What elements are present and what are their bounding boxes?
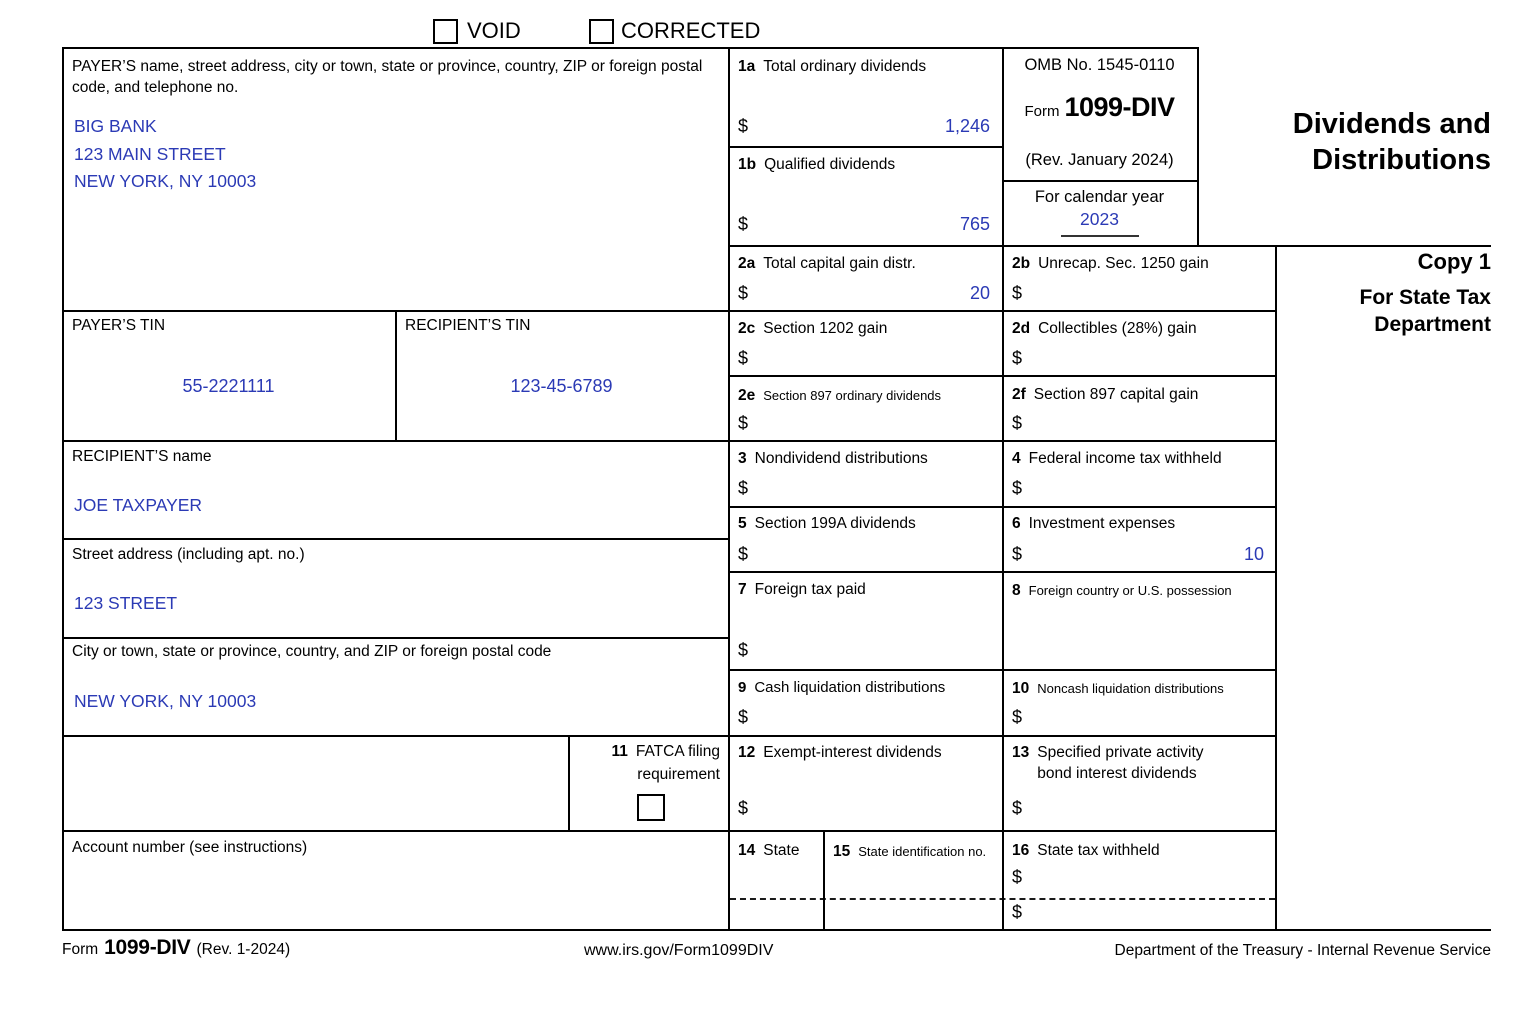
form-title <box>1293 106 1491 178</box>
box-2e-label <box>738 385 941 406</box>
box-8-num: 8 <box>1012 582 1021 599</box>
box-12-label <box>738 742 942 763</box>
box-2a-amount <box>738 282 990 304</box>
box-2d-num: 2d <box>1012 320 1031 337</box>
box-12-num: 12 <box>738 744 756 761</box>
grid-line <box>728 47 730 929</box>
payer-street-line: 123 MAIN STREET <box>74 143 226 164</box>
dollar-sign: $ <box>738 116 749 136</box>
grid-line <box>823 830 825 929</box>
grid-line <box>1002 180 1199 182</box>
account-number-label: Account number (see instructions) <box>72 839 308 856</box>
box-2f-label <box>1012 384 1198 405</box>
dollar-sign: $ <box>1012 283 1023 303</box>
fatca-checkbox[interactable] <box>637 794 665 821</box>
box-10-label <box>1012 678 1224 699</box>
recipient-tin-value[interactable]: 123-45-6789 <box>510 376 613 396</box>
box-2a-label <box>738 253 916 274</box>
dollar-sign: $ <box>738 640 749 660</box>
payer-tin-value[interactable]: 55-2221111 <box>182 376 275 396</box>
box-2d-text: Collectibles (28%) gain <box>1038 320 1197 337</box>
payer-block-label: PAYER’S name, street address, city or town, state or province, country, ZIP or foreign postal code, and telephone no. <box>72 58 703 96</box>
box-2f-num: 2f <box>1012 386 1026 403</box>
box-1b-num: 1b <box>738 156 757 173</box>
box-12-text: Exempt-interest dividends <box>763 744 942 761</box>
box-4-label <box>1012 448 1222 469</box>
box-3-text: Nondividend distributions <box>754 450 928 467</box>
box-13-num: 13 <box>1012 744 1030 761</box>
box-6-amount <box>1012 543 1264 565</box>
payer-city-line: NEW YORK, NY 10003 <box>74 171 257 191</box>
box-2e-num: 2e <box>738 387 756 404</box>
box-2f-text: Section 897 capital gain <box>1033 386 1199 403</box>
box-10-num: 10 <box>1012 680 1030 697</box>
recipient-street-label: Street address (including apt. no.) <box>72 546 305 563</box>
grid-line <box>62 310 1277 312</box>
form-title-line2: Distributions <box>1312 144 1491 176</box>
box-10-text: Noncash liquidation distributions <box>1037 681 1224 696</box>
footer-revision: (Rev. 1-2024) <box>196 941 291 958</box>
box-1a-num: 1a <box>738 58 756 75</box>
box-2a-num: 2a <box>738 255 756 272</box>
box-2d-label <box>1012 318 1197 339</box>
box-11-text-line2: requirement <box>637 766 720 783</box>
box-13-text <box>1037 742 1203 784</box>
box-3-label <box>738 448 928 469</box>
box-1b-label <box>738 154 895 175</box>
omb-number: OMB No. 1545-0110 <box>1024 56 1175 74</box>
box-2c-num: 2c <box>738 320 756 337</box>
box-9-text: Cash liquidation distributions <box>754 679 946 696</box>
dollar-sign: $ <box>738 707 749 727</box>
corrected-label: CORRECTED <box>621 18 761 43</box>
grid-line <box>1197 47 1199 245</box>
footer-website-link[interactable]: www.irs.gov/Form1099DIV <box>584 942 774 959</box>
dollar-sign: $ <box>738 214 749 234</box>
grid-line <box>1275 245 1277 931</box>
box-8-text: Foreign country or U.S. possession <box>1028 583 1232 598</box>
dollar-sign: $ <box>738 544 749 564</box>
corrected-checkbox[interactable] <box>589 19 614 44</box>
payer-name-line: BIG BANK <box>74 116 157 136</box>
box-3-num: 3 <box>738 450 747 467</box>
box-14-num: 14 <box>738 842 756 859</box>
dollar-sign: $ <box>1012 348 1023 368</box>
box-13-text-line1: Specified private activity <box>1037 744 1204 761</box>
dollar-sign: $ <box>738 798 749 818</box>
box-16-text: State tax withheld <box>1037 842 1160 859</box>
box-16-num: 16 <box>1012 842 1030 859</box>
box-11-text-line1: FATCA filing <box>635 743 720 760</box>
calendar-year-value[interactable]: 2023 <box>1080 209 1119 229</box>
grid-line <box>62 830 1277 832</box>
box-5-num: 5 <box>738 515 747 532</box>
box-14-label <box>738 840 799 861</box>
grid-line <box>568 735 570 832</box>
box-15-label <box>833 841 986 862</box>
payer-name-value[interactable] <box>74 113 256 196</box>
dollar-sign: $ <box>1012 544 1023 564</box>
payer-tin-label: PAYER’S TIN <box>72 317 166 334</box>
box-2b-text: Unrecap. Sec. 1250 gain <box>1038 255 1209 272</box>
calendar-year-underline <box>1061 235 1139 237</box>
copy-for-line2: Department <box>1374 313 1491 336</box>
grid-line <box>728 146 1004 148</box>
box-2c-label <box>738 318 887 339</box>
box-1a-amount <box>738 115 990 137</box>
grid-line <box>62 47 64 931</box>
box-6-num: 6 <box>1012 515 1021 532</box>
recipient-city-value[interactable]: NEW YORK, NY 10003 <box>74 691 257 711</box>
box-15-text: State identification no. <box>858 844 987 859</box>
box-2a-text: Total capital gain distr. <box>763 255 916 272</box>
dollar-sign: $ <box>738 478 749 498</box>
box-2c-text: Section 1202 gain <box>763 320 888 337</box>
box-6-text: Investment expenses <box>1028 515 1176 532</box>
box-11-label <box>575 740 720 786</box>
copy-block <box>1360 249 1491 338</box>
box-2b-label <box>1012 253 1209 274</box>
box-2e-text: Section 897 ordinary dividends <box>763 388 942 403</box>
dollar-sign: $ <box>738 413 749 433</box>
grid-line <box>62 735 1277 737</box>
grid-line <box>728 245 1491 247</box>
form-number-block <box>1002 92 1197 123</box>
box-7-num: 7 <box>738 581 747 598</box>
box-1a-label <box>738 56 926 77</box>
box-8-label <box>1012 580 1232 601</box>
box-5-label <box>738 513 916 534</box>
box-7-label <box>738 579 866 600</box>
recipient-street-value[interactable]: 123 STREET <box>74 593 178 613</box>
dollar-sign: $ <box>738 283 749 303</box>
copy-for-line1: For State Tax <box>1359 286 1491 309</box>
form-title-line1: Dividends and <box>1292 108 1491 140</box>
form-number: 1099-DIV <box>1064 92 1175 122</box>
box-1a-value[interactable]: 1,246 <box>944 116 990 136</box>
grid-line <box>1002 47 1004 929</box>
dollar-sign: $ <box>738 348 749 368</box>
box-1b-amount <box>738 213 990 235</box>
footer-agency: Department of the Treasury - Internal Revenue Service <box>1114 942 1491 959</box>
box-14-text: State <box>763 842 800 859</box>
grid-line <box>62 637 730 639</box>
dollar-sign: $ <box>1012 867 1023 887</box>
footer-form-id <box>62 936 290 960</box>
calendar-year-label: For calendar year <box>1034 188 1165 206</box>
box-9-num: 9 <box>738 679 747 696</box>
grid-line <box>62 538 730 540</box>
box-7-text: Foreign tax paid <box>754 581 866 598</box>
box-5-text: Section 199A dividends <box>754 515 916 532</box>
box-1b-value[interactable]: 765 <box>959 214 990 234</box>
box-9-label <box>738 677 945 698</box>
box-6-value[interactable]: 10 <box>1243 544 1264 564</box>
box-1b-text: Qualified dividends <box>764 156 896 173</box>
box-13-text-line2: bond interest dividends <box>1037 765 1197 782</box>
footer-form-word: Form <box>62 941 99 958</box>
dollar-sign: $ <box>1012 478 1023 498</box>
box-1a-text: Total ordinary dividends <box>763 58 927 75</box>
form-word: Form <box>1024 103 1060 120</box>
box-4-text: Federal income tax withheld <box>1028 450 1222 467</box>
dollar-sign: $ <box>1012 707 1023 727</box>
box-15-num: 15 <box>833 843 851 860</box>
recipient-name-label: RECIPIENT’S name <box>72 448 212 465</box>
grid-line <box>62 440 1277 442</box>
recipient-city-label: City or town, state or province, country, and ZIP or foreign postal code <box>72 643 552 660</box>
box-16-label <box>1012 840 1160 861</box>
grid-line <box>62 47 1199 49</box>
void-checkbox[interactable] <box>433 19 458 44</box>
dollar-sign: $ <box>1012 798 1023 818</box>
box-4-num: 4 <box>1012 450 1021 467</box>
dollar-sign: $ <box>1012 902 1023 922</box>
recipient-tin-label: RECIPIENT’S TIN <box>405 317 531 334</box>
form-revision: (Rev. January 2024) <box>1025 151 1174 169</box>
box-11-num: 11 <box>611 743 628 760</box>
box-13-label <box>1012 742 1204 784</box>
dollar-sign: $ <box>1012 413 1023 433</box>
void-label: VOID <box>467 18 521 43</box>
copy-label: Copy 1 <box>1417 249 1491 274</box>
box-2b-num: 2b <box>1012 255 1031 272</box>
footer-form-number: 1099-DIV <box>104 936 191 959</box>
box-2a-value[interactable]: 20 <box>969 283 990 303</box>
box-6-label <box>1012 513 1175 534</box>
recipient-name-value[interactable]: JOE TAXPAYER <box>74 495 203 515</box>
